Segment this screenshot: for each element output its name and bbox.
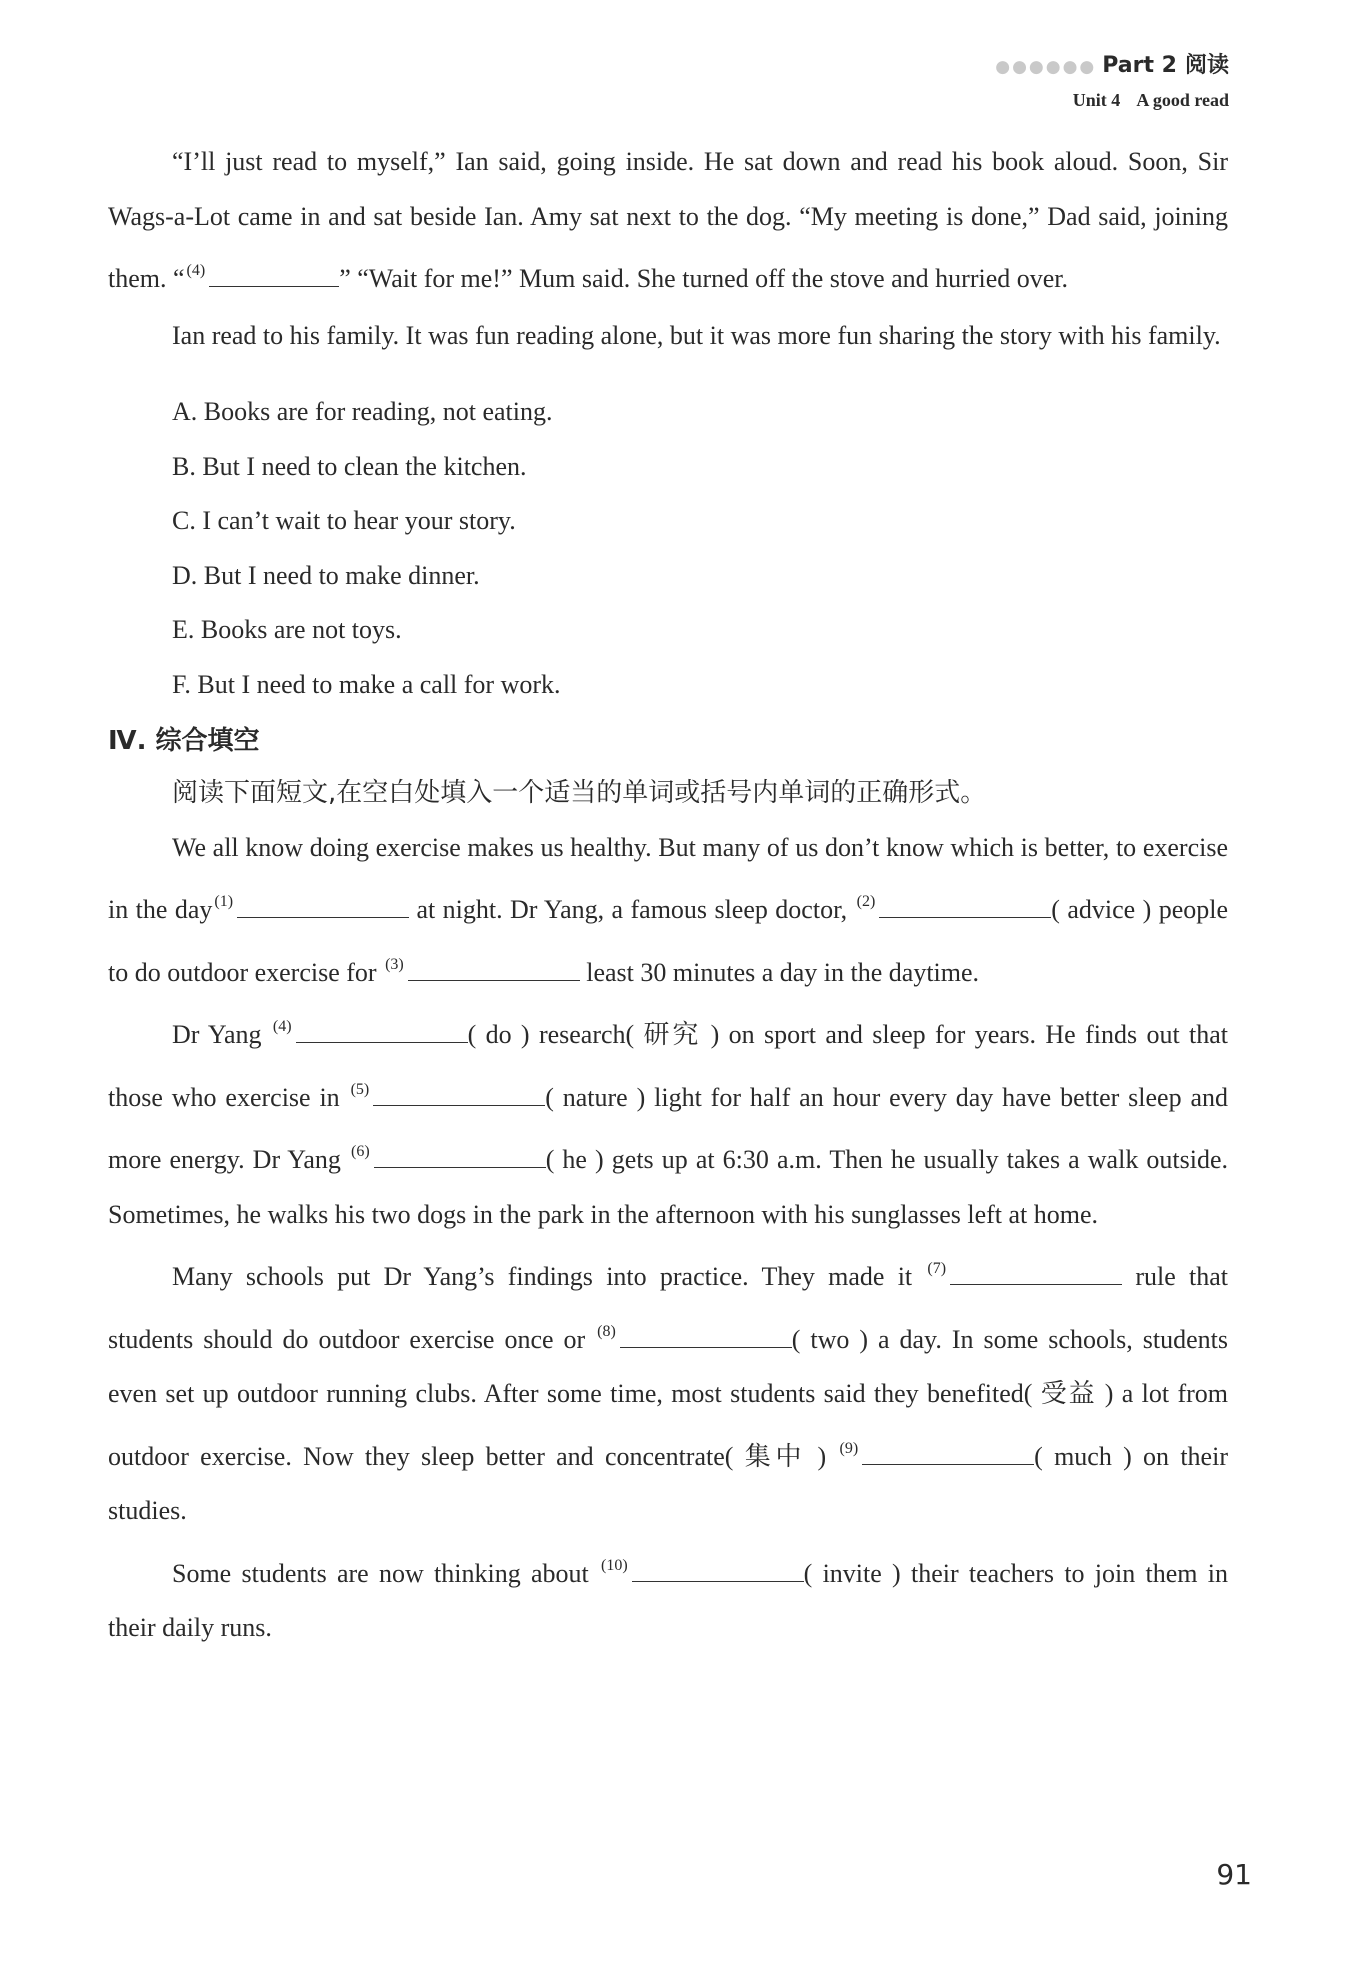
blank-number-9: (9) — [839, 1439, 859, 1457]
part-cn-label: 阅读 — [1184, 53, 1229, 78]
blank-number-6: (6) — [351, 1143, 370, 1160]
blank-number-5: (5) — [350, 1080, 370, 1098]
option-d: D. But I need to make dinner. — [172, 560, 480, 590]
passage-paragraph-3: Many schools put Dr Yang’s findings into practice. They made it $^{(7)}$ rule that students should do outdoor exercise once or $^{(8)}$ ( two ) a day. In some schools, students even set up outdoor running clubs. After some time, most students said they benefited( 受益 ) a lot from outdoor exercise. Now they sleep better and concentrate( 集中 ) $^{(9)}$ ( much ) on their studies. — [108, 1260, 1229, 1525]
answer-blank-10[interactable] — [632, 1559, 804, 1582]
unit-title: A good read — [1136, 90, 1229, 110]
unit-label: Unit 4 — [1072, 90, 1121, 110]
option-b: B. But I need to clean the kitchen. — [172, 451, 527, 481]
part-heading — [995, 52, 1229, 81]
answer-blank-6[interactable] — [374, 1145, 546, 1168]
answer-blank-8[interactable] — [620, 1325, 792, 1348]
story-paragraph-2: Ian read to his family. It was fun reading alone, but it was more fun sharing the story with his family. — [172, 320, 1221, 350]
page-number: 91 — [1216, 1858, 1252, 1891]
options-list — [108, 385, 1228, 712]
decorative-dots-icon: ●●●●●● — [995, 57, 1097, 77]
passage-paragraph-2: Dr Yang $^{(4)}$ ( do ) research( 研究 ) on sport and sleep for years. He finds out that those who exercise in $^{(5)}$ ( nature ) light for half an hour every day have better sleep and more energy. Dr Yang $^{(6)}$ ( he ) gets up at 6:30 a.m. Then he usually takes a walk outside. Sometimes, he walks his two dogs in the park in the afternoon with his sunglasses left at home. — [108, 1018, 1229, 1229]
option-c: C. I can’t wait to hear your story. — [172, 506, 516, 535]
section-4-instruction: 阅读下面短文,在空白处填入一个适当的单词或括号内单词的正确形式。 — [172, 778, 987, 808]
blank-number-7: (7) — [927, 1260, 947, 1277]
answer-blank-2[interactable] — [879, 895, 1051, 918]
answer-blank-9[interactable] — [862, 1442, 1034, 1465]
blank-number-4: (4) — [186, 262, 206, 279]
option-f: F. But I need to make a call for work. — [172, 669, 561, 699]
blank-number-3: (3) — [385, 955, 404, 973]
page-content — [108, 135, 1228, 1656]
answer-blank-3[interactable] — [408, 958, 580, 981]
passage-paragraph-1: We all know doing exercise makes us healthy. But many of us don’t know which is better, to exercise in the day $^{(1)}$ at night. Dr Yang, a famous sleep doctor, $^{(2)}$ ( advice ) people to do outdoor exercise for $^{(3)}$ least 30 minutes a day in the daytime. — [108, 832, 1228, 987]
answer-blank-7[interactable] — [950, 1262, 1122, 1285]
blank-number-10: (10) — [601, 1556, 628, 1574]
answer-blank-5[interactable] — [373, 1083, 545, 1106]
unit-heading — [995, 89, 1229, 111]
section-4-title: Ⅳ. 综合填空 — [108, 726, 260, 756]
option-a: A. Books are for reading, not eating. — [172, 397, 553, 426]
answer-blank-1[interactable] — [237, 895, 409, 918]
answer-blank-4[interactable] — [296, 1020, 468, 1043]
blank-number-8: (8) — [597, 1322, 616, 1340]
blank-number-2: (2) — [856, 893, 876, 910]
blank-number-4: (4) — [272, 1018, 292, 1035]
page-header — [995, 52, 1229, 111]
passage-paragraph-4: Some students are now thinking about $^{(10)}$ ( invite ) their teachers to join them in their daily runs. — [108, 1556, 1228, 1642]
part-label: Part 2 — [1102, 53, 1177, 78]
blank-number-1: (1) — [214, 893, 234, 910]
option-e: E. Books are not toys. — [172, 615, 402, 644]
answer-blank[interactable] — [209, 264, 339, 287]
story-paragraph-1: “I’ll just read to myself,” Ian said, going inside. He sat down and read his book aloud. Soon, Sir Wags-a-Lot came in and sat beside Ian. Amy sat next to the dog. “My meeting is done,” Dad said, joining them. “ $^{(4)}$ ” “Wait for me!” Mum said. She turned off the stove and hurried over. — [108, 147, 1228, 293]
